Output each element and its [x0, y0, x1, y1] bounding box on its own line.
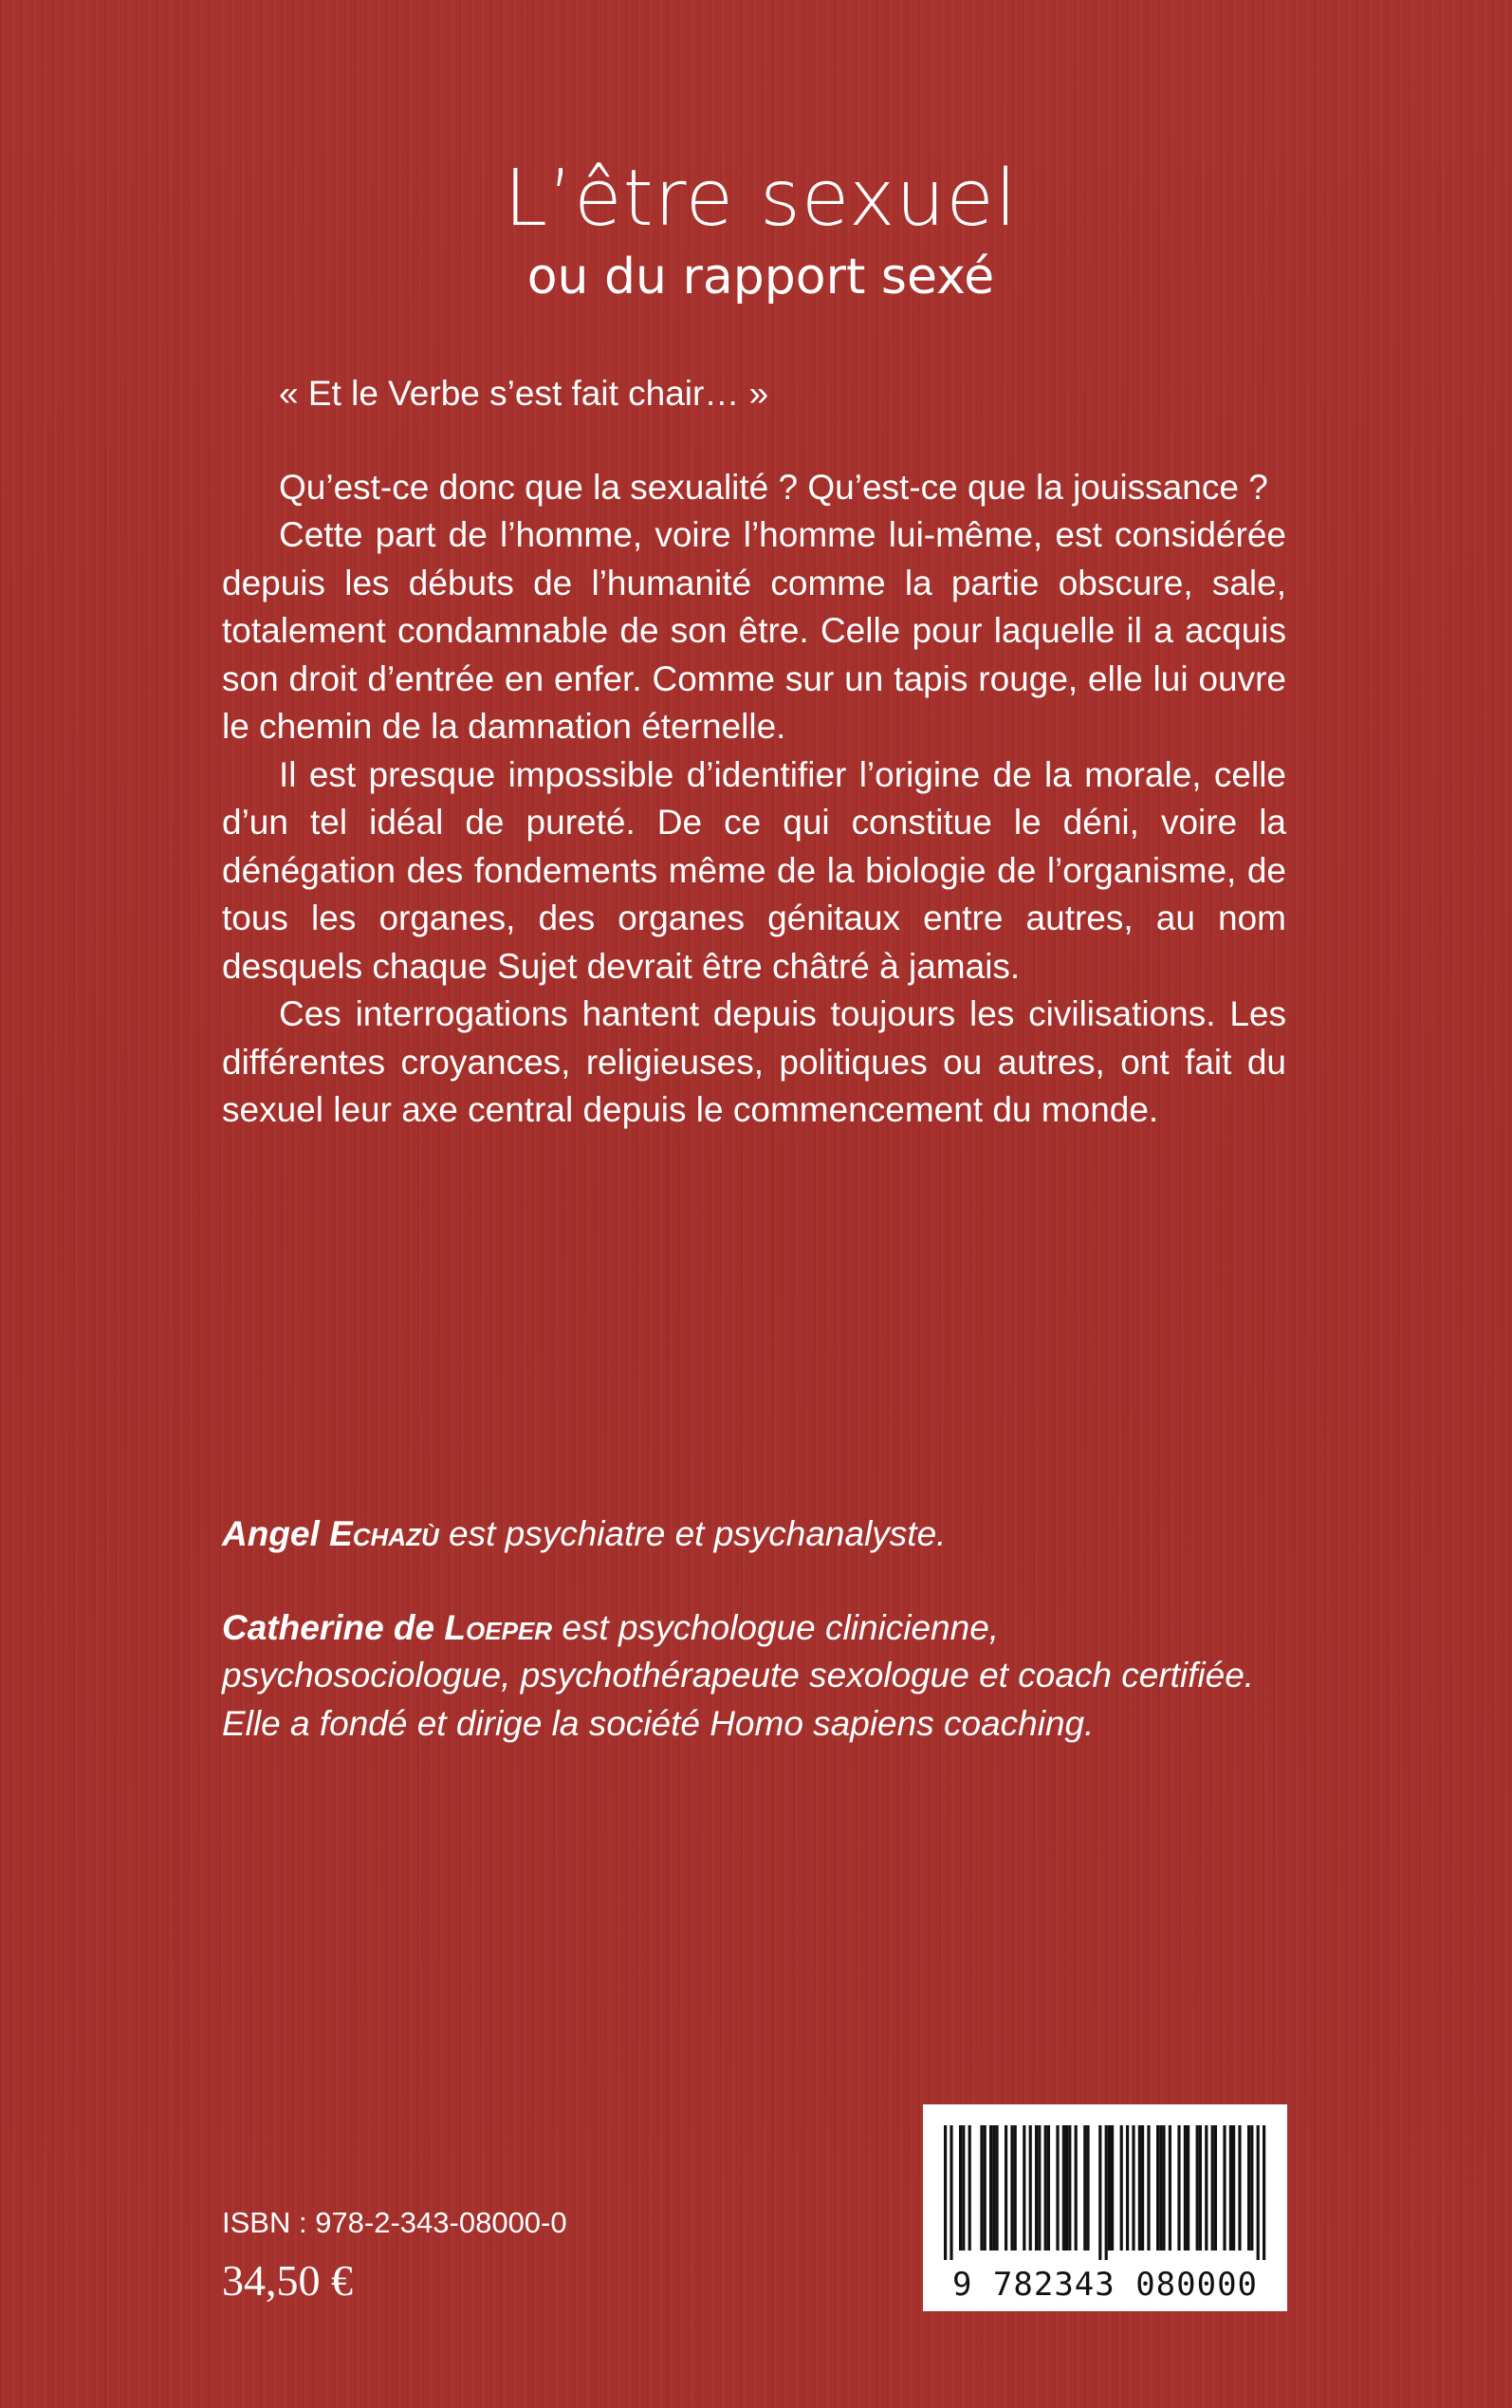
barcode-bar [980, 2125, 983, 2251]
barcode-bar [1108, 2125, 1111, 2251]
barcode-bar [1257, 2125, 1260, 2260]
barcode-bar [1038, 2125, 1041, 2251]
barcode-bar [1120, 2125, 1123, 2251]
book-subtitle: ou du rapport sexé [526, 249, 995, 306]
barcode-bar [1141, 2125, 1144, 2251]
blurb-paragraph: Qu’est-ce donc que la sexualité ? Qu’est-ce que la jouissance ? [279, 467, 1268, 507]
barcode-bar [1205, 2125, 1208, 2251]
author-bio [222, 1604, 1286, 1749]
barcode-bar [1056, 2125, 1059, 2251]
barcode-bar [1010, 2125, 1013, 2251]
barcode-bar [989, 2125, 992, 2251]
author-bio-text: est psychologue clinicienne, psychosociologue, psychothérapeute sexologue et coach certifiée. Elle a fondé et dirige la société Homo sapiens coaching. [222, 1607, 1255, 1743]
author-first-name: Catherine de [222, 1607, 435, 1647]
barcode-bar [1014, 2125, 1017, 2251]
blurb-paragraph: Ces interrogations hantent depuis toujours les civilisations. Les différentes croyances, religieuses, politiques ou autres, ont fait du sexuel leur axe central depuis le commencement du monde. [222, 994, 1286, 1129]
barcode-bar [1223, 2125, 1226, 2251]
author-bios [222, 1510, 1286, 1748]
barcode-bar [1162, 2125, 1165, 2251]
barcode-bar [962, 2125, 965, 2251]
barcode-bar [1098, 2125, 1101, 2260]
barcode-bar [1132, 2125, 1134, 2251]
barcode-bar [1111, 2125, 1114, 2251]
barcode-bar [968, 2125, 971, 2251]
price: 34,50 € [222, 2256, 353, 2305]
barcode-bar [1126, 2125, 1129, 2251]
blurb-paragraph: Cette part de l’homme, voire l’homme lui-même, est considérée depuis les débuts de l’humanité comme la partie obscure, sale, totalement condamnable de son être. Celle pour laquelle il a acquis son droit d’entrée en enfer. Comme sur un tapis rouge, elle lui ouvre le chemin de la damnation éternelle. [222, 515, 1286, 746]
barcode-bar [1238, 2125, 1241, 2251]
barcode-bar [1062, 2125, 1065, 2251]
barcode-bar [992, 2125, 995, 2251]
barcode-bar [1068, 2125, 1071, 2251]
barcode-bar [1065, 2125, 1068, 2251]
author-bio [222, 1510, 1286, 1559]
barcode-bar [1035, 2125, 1038, 2251]
title-block [0, 152, 1512, 306]
barcode-bar [1187, 2125, 1189, 2251]
barcode-bar [984, 2125, 986, 2251]
barcode-bar [1005, 2125, 1007, 2251]
barcode-bar [944, 2125, 947, 2260]
barcode-bar [1199, 2125, 1202, 2251]
barcode-bar [995, 2125, 998, 2251]
barcode-bar [1177, 2125, 1180, 2251]
barcode-bar [950, 2125, 952, 2260]
author-name [222, 1608, 552, 1647]
barcode-bar [1159, 2125, 1162, 2251]
barcode-bar [1029, 2125, 1032, 2251]
isbn: ISBN : 978-2-343-08000-0 [222, 2206, 567, 2239]
author-name [222, 1514, 439, 1553]
barcode-bar [1263, 2125, 1265, 2260]
barcode-bar [1214, 2125, 1217, 2251]
barcode-bar [1184, 2125, 1187, 2251]
author-bio-text: est psychiatre et psychanalyste. [449, 1514, 947, 1553]
barcode-bar [959, 2125, 962, 2251]
blurb-paragraph: Il est presque impossible d’identifier l’origine de la morale, celle d’un tel idéal de pureté. De ce qui constitue le déni, voire la dénégation des fondements même de la biologie de l’organisme, de tous les organes, des organes génitaux entre autres, au nom desquels chaque Sujet devrait être châtré à jamais. [222, 754, 1286, 986]
barcode-bar [1147, 2125, 1150, 2251]
author-last-name: Loeper [444, 1607, 553, 1647]
barcode-bar [1138, 2125, 1141, 2251]
barcode-digits: 9 782343 080000 [951, 2266, 1259, 2304]
barcode [923, 2104, 1287, 2311]
book-title: L’être sexuel [504, 154, 1018, 244]
barcode-icon [923, 2104, 1287, 2275]
epigraph: « Et le Verbe s’est fait chair… » [279, 374, 769, 413]
barcode-bar [1105, 2125, 1108, 2260]
barcode-bar [1023, 2125, 1025, 2251]
barcode-bar [1247, 2125, 1250, 2251]
barcode-bar [1232, 2125, 1235, 2251]
author-first-name: Angel [222, 1514, 320, 1553]
barcode-bar [1229, 2125, 1232, 2251]
barcode-bar [1250, 2125, 1253, 2251]
barcode-bar [1047, 2125, 1050, 2251]
barcode-bar [1083, 2125, 1086, 2251]
barcode-bar [1086, 2125, 1089, 2251]
barcode-bar [1211, 2125, 1214, 2251]
barcode-bar [1156, 2125, 1159, 2251]
author-last-name: Echazù [329, 1514, 439, 1553]
barcode-bar [1044, 2125, 1047, 2251]
blurb [222, 370, 1286, 1135]
barcode-bar [1169, 2125, 1171, 2251]
barcode-bar [1075, 2125, 1078, 2251]
barcode-bar [1196, 2125, 1199, 2251]
